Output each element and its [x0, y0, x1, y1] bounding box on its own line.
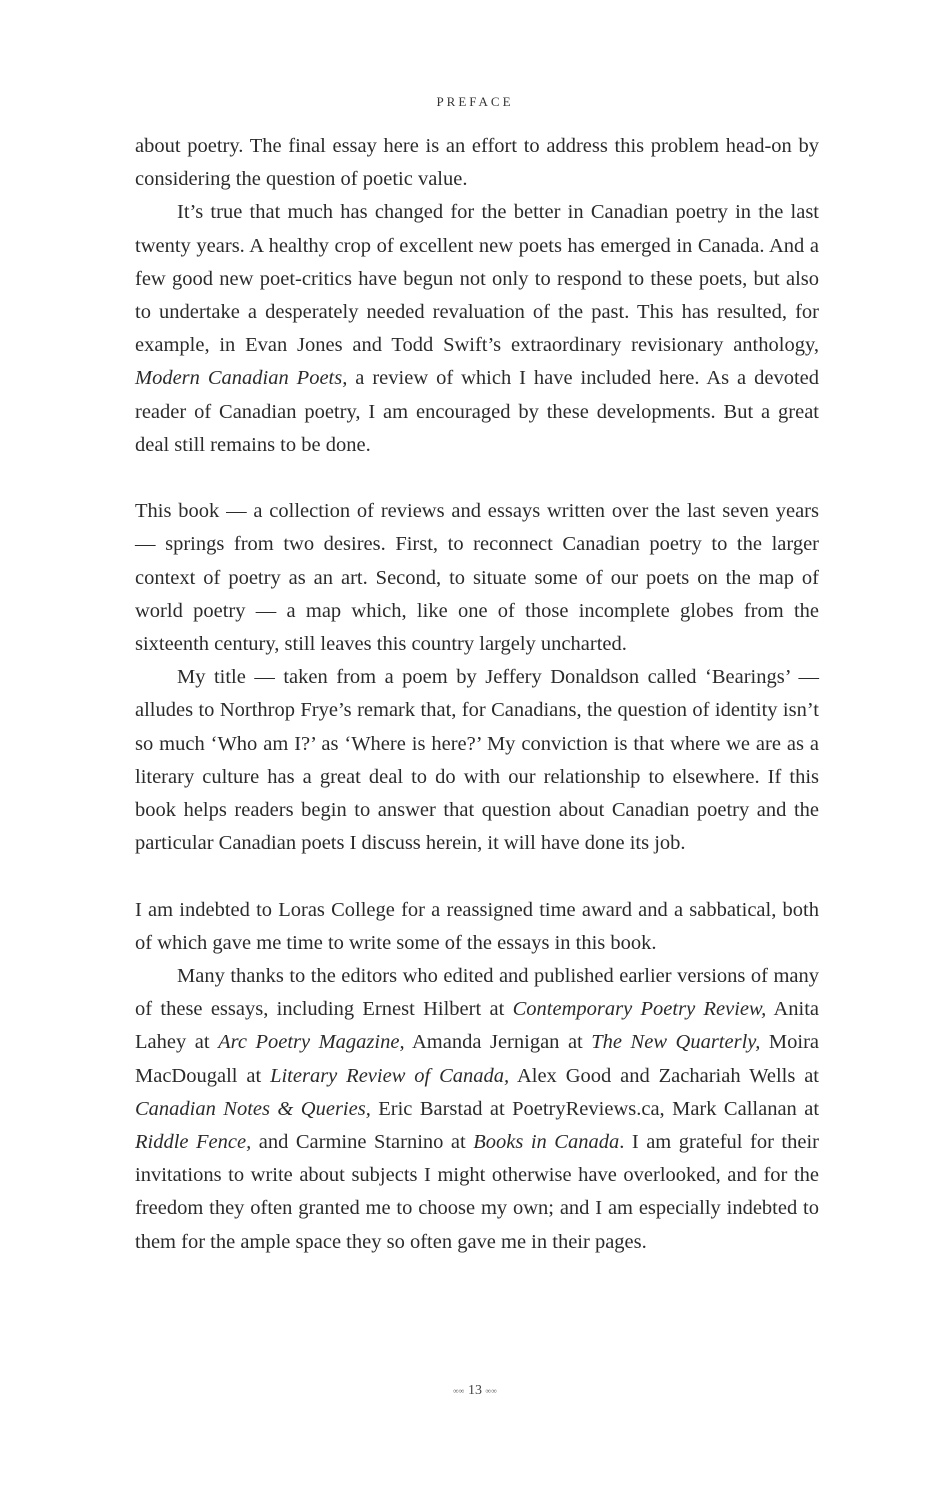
body-text [135, 130, 819, 1259]
paragraph [135, 196, 819, 462]
paragraph-text: about poetry. The final essay here is an effort to address this problem head-on by considering the question of poetic value. [135, 135, 819, 191]
paragraph [135, 661, 819, 860]
paragraph-text: a review of which I have included here. As a devoted reader of Canadian poetry, I am encouraged by these developments. But a great deal still remains to be done. [135, 367, 819, 456]
paragraph-text: Alex Good and Zachariah Wells at [516, 1064, 820, 1087]
paragraph-text: and Carmine Starnino at [258, 1131, 466, 1154]
paragraph-text: Moira MacDougall at [135, 1031, 820, 1087]
paragraph-text: Eric Barstad at PoetryReviews.ca, Mark Callanan at [378, 1097, 820, 1120]
paragraph-text: Anita Lahey at [135, 998, 820, 1054]
paragraph-text: . I am grateful for their invitations to write about subjects I might otherwise have overlooked, and for the freedom they often granted me to choose my own; and I am especially indebted to them for the ample space they so often gave me in their pages. [135, 1131, 819, 1253]
page-number: 13 [468, 1383, 482, 1398]
publication-title: Riddle Fence, [135, 1131, 252, 1154]
publication-title: Arc Poetry Magazine, [218, 1031, 405, 1054]
paragraph-text: This book — a collection of reviews and essays written over the last seven years — springs from two desires. First, to reconnect Canadian poetry to the larger context of poetry as an art. Second, to situate some of our poets on the map of world poetry — a map which, like one of those incomplete globes from the sixteenth century, still leaves this country largely uncharted. [135, 500, 819, 656]
ornament-left: ∞∞ [453, 1386, 465, 1396]
paragraph-section-start [135, 495, 819, 661]
book-title: Modern Canadian Poets, [135, 367, 348, 390]
paragraph-text: It’s true that much has changed for the better in Canadian poetry in the last twenty years. A healthy crop of excellent new poets has emerged in Canada. And a few good new poet-critics have begun not only to respond to these poets, but also to undertake a desperately needed revaluation of the past. This has resulted, for example, in Evan Jones and Todd Swift’s extraordinary revisionary anthology, [135, 201, 819, 357]
paragraph-text: I am indebted to Loras College for a reassigned time award and a sabbatical, both of which gave me time to write some of the essays in this book. [135, 898, 819, 954]
folio [0, 1383, 950, 1399]
paragraph-acknowledgements [135, 960, 819, 1259]
paragraph-text: Amanda Jernigan at [412, 1031, 583, 1054]
ornament-right: ∞∞ [485, 1386, 497, 1396]
paragraph-text: Many thanks to the editors who edited and published earlier versions of many of these essays, including Ernest Hilbert at [135, 965, 819, 1021]
publication-title: Books in Canada [473, 1131, 620, 1154]
paragraph-continuation [135, 130, 819, 196]
running-head: PREFACE [436, 94, 514, 109]
paragraph-text: My title — taken from a poem by Jeffery Donaldson called ‘Bearings’ — alludes to Northrop Frye’s remark that, for Canadians, the question of identity isn’t so much ‘Who am I?’ as ‘Where is here?’ My conviction is that where we are as a literary culture has a great deal to do with our relationship to elsewhere. If this book helps readers begin to answer that question about Canadian poetry and the particular Canadian poets I discuss herein, it will have done its job. [135, 666, 819, 855]
publication-title: Literary Review of Canada, [270, 1064, 510, 1087]
publication-title: Canadian Notes & Queries, [135, 1097, 371, 1120]
paragraph-section-start [135, 894, 819, 960]
publication-title: The New Quarterly, [591, 1031, 761, 1054]
publication-title: Contemporary Poetry Review, [512, 998, 767, 1021]
